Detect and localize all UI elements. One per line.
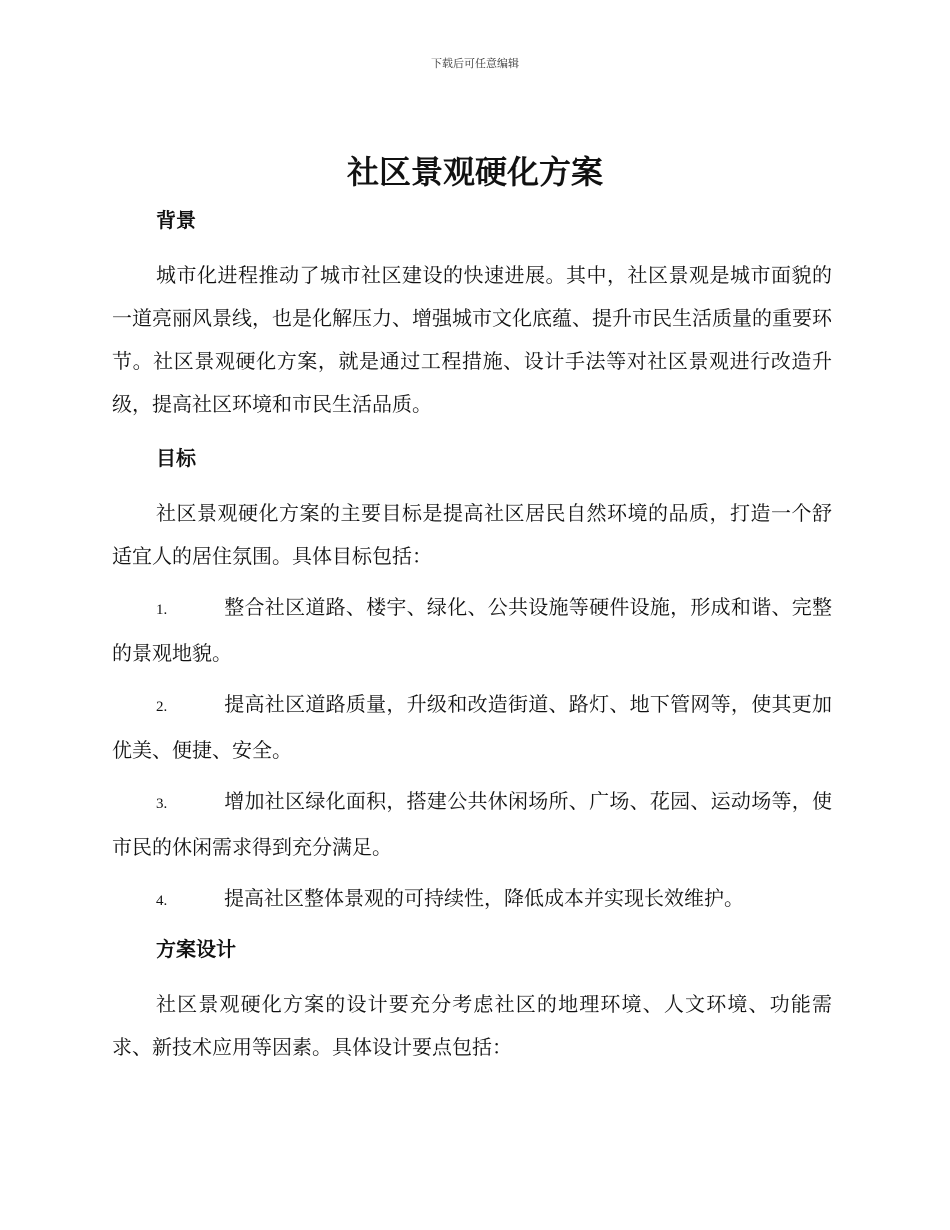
list-number: 4. (156, 893, 168, 909)
list-number: 3. (156, 796, 168, 812)
list-number: 1. (156, 602, 168, 618)
section-heading-design: 方案设计 (156, 937, 236, 961)
section-heading-background: 背景 (156, 208, 196, 232)
goal-list-item (112, 586, 832, 675)
page-header-note: 下载后可任意编辑 (431, 57, 519, 70)
goal-list-item (112, 780, 832, 869)
list-item-text: 增加社区绿化面积，搭建公共休闲场所、广场、花园、运动场等，使市民的休闲需求得到充分满足。 (112, 789, 832, 859)
list-item-text: 整合社区道路、楼宇、绿化、公共设施等硬件设施，形成和谐、完整的景观地貌。 (112, 595, 832, 665)
list-number: 2. (156, 699, 168, 715)
document-title: 社区景观硬化方案 (346, 153, 603, 191)
list-item-text: 提高社区整体景观的可持续性，降低成本并实现长效维护。 (224, 886, 744, 910)
goal-list-item (112, 877, 832, 923)
list-item-text: 提高社区道路质量，升级和改造街道、路灯、地下管网等，使其更加优美、便捷、安全。 (112, 692, 832, 762)
goal-list-item (112, 683, 832, 772)
document-body (112, 202, 832, 1077)
section-heading-goals: 目标 (156, 446, 196, 470)
background-paragraph: 城市化进程推动了城市社区建设的快速进展。其中，社区景观是城市面貌的一道亮丽风景线，也是化解压力、增强城市文化底蕴、提升市民生活质量的重要环节。社区景观硬化方案，就是通过工程措施、设计手法等对社区景观进行改造升级，提高社区环境和市民生活品质。 (112, 263, 832, 416)
design-intro-paragraph: 社区景观硬化方案的设计要充分考虑社区的地理环境、人文环境、功能需求、新技术应用等因素。具体设计要点包括： (112, 992, 832, 1059)
goals-intro-paragraph: 社区景观硬化方案的主要目标是提高社区居民自然环境的品质，打造一个舒适宜人的居住氛围。具体目标包括： (112, 501, 832, 568)
